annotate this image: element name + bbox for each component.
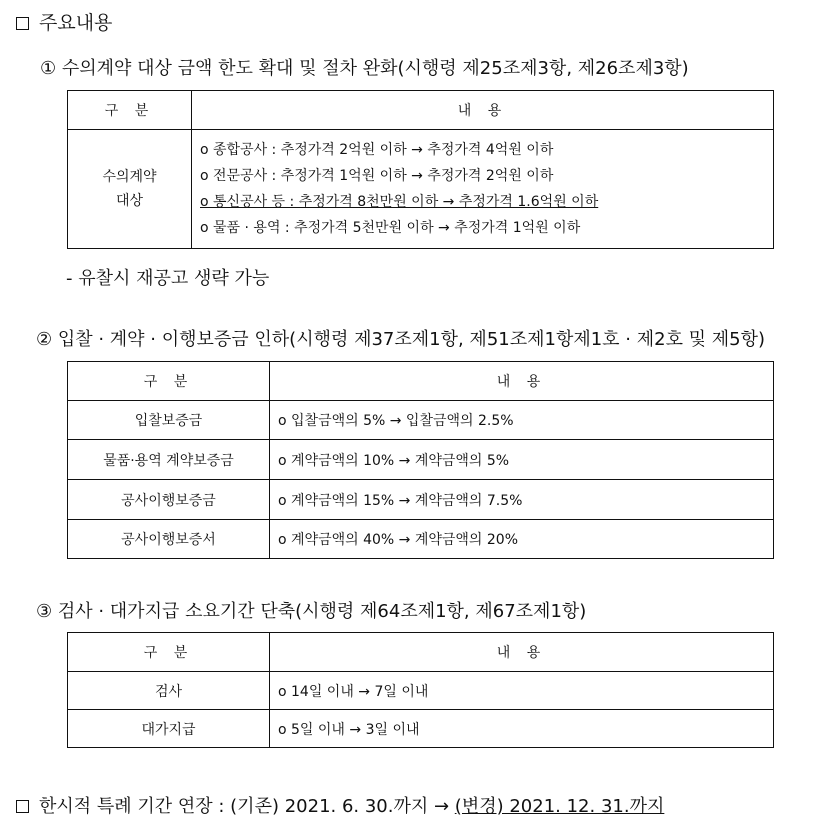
row-content: o 계약금액의 10% → 계약금액의 5%: [270, 440, 774, 480]
main-heading: [16, 8, 112, 35]
row-label: 공사이행보증서: [68, 520, 270, 559]
section3-heading: ③ 검사 · 대가지급 소요기간 단축(시행령 제64조제1항, 제67조제1항): [36, 601, 587, 622]
row-label: 입찰보증금: [68, 401, 270, 440]
section1-note: - 유찰시 재공고 생략 가능: [66, 268, 270, 289]
section2-table: [67, 361, 774, 559]
list-item-general-construction: o 종합공사 : 추정가격 2억원 이하 → 추정가격 4억원 이하: [200, 142, 554, 158]
table-row: [68, 520, 774, 559]
row-content: o 계약금액의 40% → 계약금액의 20%: [270, 520, 774, 559]
row-content: o 14일 이내 → 7일 이내: [270, 672, 774, 710]
list-item-specialty-construction: o 전문공사 : 추정가격 1억원 이하 → 추정가격 2억원 이하: [200, 168, 554, 184]
table-row: [68, 710, 774, 748]
section2-heading: ② 입찰 · 계약 · 이행보증금 인하(시행령 제37조제1항, 제51조제1항제1호 · 제2호 및 제5항): [36, 329, 766, 350]
table-row: [68, 401, 774, 440]
row-content: o 입찰금액의 5% → 입찰금액의 2.5%: [270, 401, 774, 440]
row-label: 공사이행보증금: [68, 480, 270, 520]
section2-header-content: 내 용: [270, 362, 774, 401]
section1-header-content: 내 용: [192, 91, 774, 130]
row-content: o 계약금액의 15% → 계약금액의 7.5%: [270, 480, 774, 520]
checkbox-square-icon: [16, 17, 29, 30]
section3-header-content: 내 용: [270, 633, 774, 672]
section1-row-content: [192, 130, 774, 249]
checkbox-square-icon: [16, 800, 29, 813]
table-row: [68, 672, 774, 710]
row-label: 대가지급: [68, 710, 270, 748]
section1-row-label: [68, 130, 192, 249]
row-label-line1: 수의계약: [102, 169, 157, 185]
table-row: [68, 480, 774, 520]
section1-header-category: 구 분: [68, 91, 192, 130]
footer-text: 한시적 특례 기간 연장 : (기존) 2021. 6. 30.까지 →: [39, 796, 450, 817]
row-label: 검사: [68, 672, 270, 710]
list-item-goods-services: o 물품 · 용역 : 추정가격 5천만원 이하 → 추정가격 1억원 이하: [200, 220, 581, 236]
section1-table: [67, 90, 774, 249]
section1-heading: ① 수의계약 대상 금액 한도 확대 및 절차 완화(시행령 제25조제3항, 제26조제3항): [40, 58, 689, 79]
row-label-line2: 대상: [115, 193, 144, 209]
list-item-telecom-construction: o 통신공사 등 : 추정가격 8천만원 이하 → 추정가격 1.6억원 이하: [200, 194, 599, 210]
section2-header-category: 구 분: [68, 362, 270, 401]
section3-header-category: 구 분: [68, 633, 270, 672]
row-content: o 5일 이내 → 3일 이내: [270, 710, 774, 748]
footer-line: [16, 792, 664, 818]
table-row: [68, 440, 774, 480]
section3-table: [67, 632, 774, 748]
row-label: 물품·용역 계약보증금: [68, 440, 270, 480]
footer-changed-date: (변경) 2021. 12. 31.까지: [454, 796, 665, 817]
main-heading-text: 주요내용: [39, 12, 113, 34]
